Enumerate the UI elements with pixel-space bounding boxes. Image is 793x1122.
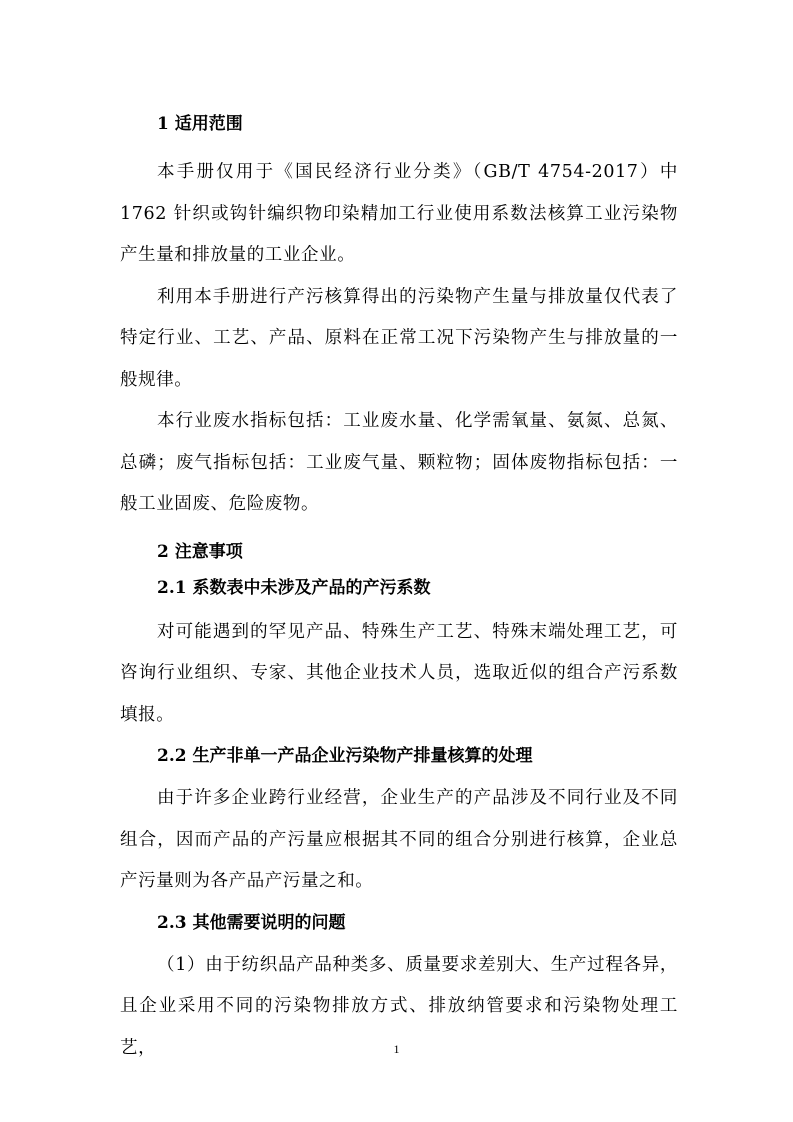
section-2-3-paragraph: （1）由于纺织品产品种类多、质量要求差别大、生产过程各异，且企业采用不同的污染物排放方式、排放纳管要求和污染物处理工艺， [120, 954, 678, 1058]
section-1-paragraph-2: 利用本手册进行产污核算得出的污染物产生量与排放量仅代表了特定行业、工艺、产品、原料在正常工况下污染物产生与排放量的一般规律。 [120, 286, 678, 390]
section-1-heading: 1 适用范围 [157, 114, 243, 134]
section-2-3-heading: 2.3 其他需要说明的问题 [157, 912, 346, 933]
document-body [120, 110, 678, 1069]
section-1-paragraph-1: 本手册仅用于《国民经济行业分类》（GB/T 4754-2017）中 1762 针织或钩针编织物印染精加工行业使用系数法核算工业污染物产生量和排放量的工业企业。 [120, 162, 678, 265]
section-1-paragraph-3: 本行业废水指标包括：工业废水量、化学需氧量、氨氮、总氮、总磷；废气指标包括：工业废气量、颗粒物；固体废物指标包括：一般工业固废、危险废物。 [120, 411, 678, 514]
section-2-2-heading: 2.2 生产非单一产品企业污染物产排量核算的处理 [157, 746, 533, 766]
section-2-1-heading: 2.1 系数表中未涉及产品的产污系数 [157, 577, 431, 598]
section-2-2-paragraph: 由于许多企业跨行业经营，企业生产的产品涉及不同行业及不同组合，因而产品的产污量应根据其不同的组合分别进行核算，企业总产污量则为各产品产污量之和。 [120, 788, 678, 891]
section-2-heading: 2 注意事项 [157, 541, 243, 562]
page-number: 1 [393, 1042, 400, 1056]
section-2-1-paragraph: 对可能遇到的罕见产品、特殊生产工艺、特殊末端处理工艺，可咨询行业组织、专家、其他企业技术人员，选取近似的组合产污系数填报。 [120, 621, 678, 725]
